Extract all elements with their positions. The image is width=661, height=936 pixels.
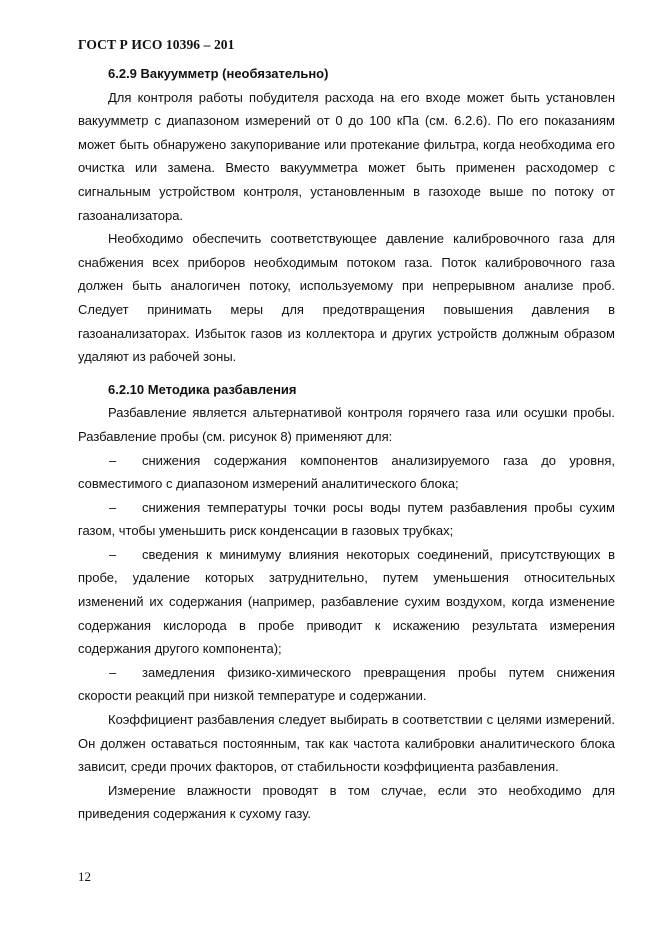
section-heading-629: 6.2.9 Вакуумметр (необязательно) (108, 66, 329, 81)
paragraph: Измерение влажности проводят в том случае, если это необходимо для приведения содержания к сухому газу. (78, 782, 615, 822)
page-content (78, 62, 615, 826)
dash-bullet: – (109, 664, 117, 680)
standard-header: ГОСТ Р ИСО 10396 – 201 (78, 37, 235, 52)
section-heading-6210: 6.2.10 Методика разбавления (108, 381, 297, 397)
list-item (78, 496, 615, 543)
list-item (78, 449, 615, 496)
list-item-text: замедления физико-химического превращения пробы путем снижения скорости реакций при низкой температуре и содержании. (78, 664, 615, 704)
paragraph: Для контроля работы побудителя расхода на его входе может быть установлен вакуумметр с диапазоном измерений от 0 до 100 кПа (см. 6.2.6). По его показаниям может быть обнаружено закупоривание или протекание фильтра, когда необходима его очистка или замена. Вместо вакуумметра может быть применен расходомер с сигнальным устройством контроля, установленным в газоходе выше по потоку от газоанализатора. (78, 89, 615, 223)
list-item (78, 543, 615, 661)
dash-bullet: – (109, 546, 117, 562)
paragraph: Необходимо обеспечить соответствующее давление калибровочного газа для снабжения всех приборов необходимым потоком газа. Поток калибровочного газа должен быть аналогичен потоку, используемому при непрерывном анализе проб. Следует принимать меры для предотвращения повышения давления в газоанализаторах. Избыток газов из коллектора и других устройств должным образом удаляют из рабочей зоны. (78, 231, 615, 365)
list-item (78, 661, 615, 708)
dash-bullet: – (109, 499, 117, 515)
paragraph: Разбавление является альтернативой контроля горячего газа или осушки пробы. Разбавление пробы (см. рисунок 8) применяют для: (78, 405, 615, 444)
page-number: 12 (78, 869, 91, 884)
list-item-text: снижения температуры точки росы воды путем разбавления пробы сухим газом, чтобы уменьшить риск конденсации в газовых трубках; (78, 499, 615, 539)
paragraph: Коэффициент разбавления следует выбирать в соответствии с целями измерений. Он должен оставаться постоянным, так как частота калибровки аналитического блока зависит, среди прочих факторов, от стабильности коэффициента разбавления. (78, 712, 615, 775)
dash-bullet: – (109, 452, 117, 468)
list-item-text: сведения к минимуму влияния некоторых соединений, присутствующих в пробе, удаление которых затруднительно, путем уменьшения относительных изменений их содержания (например, разбавление сухим воздухом, когда изменение содержания кислорода в пробе приводит к искажению результата измерения содержания другого компонента); (78, 546, 615, 657)
list-item-text: снижения содержания компонентов анализируемого газа до уровня, совместимого с диапазоном измерений аналитического блока; (78, 452, 615, 492)
